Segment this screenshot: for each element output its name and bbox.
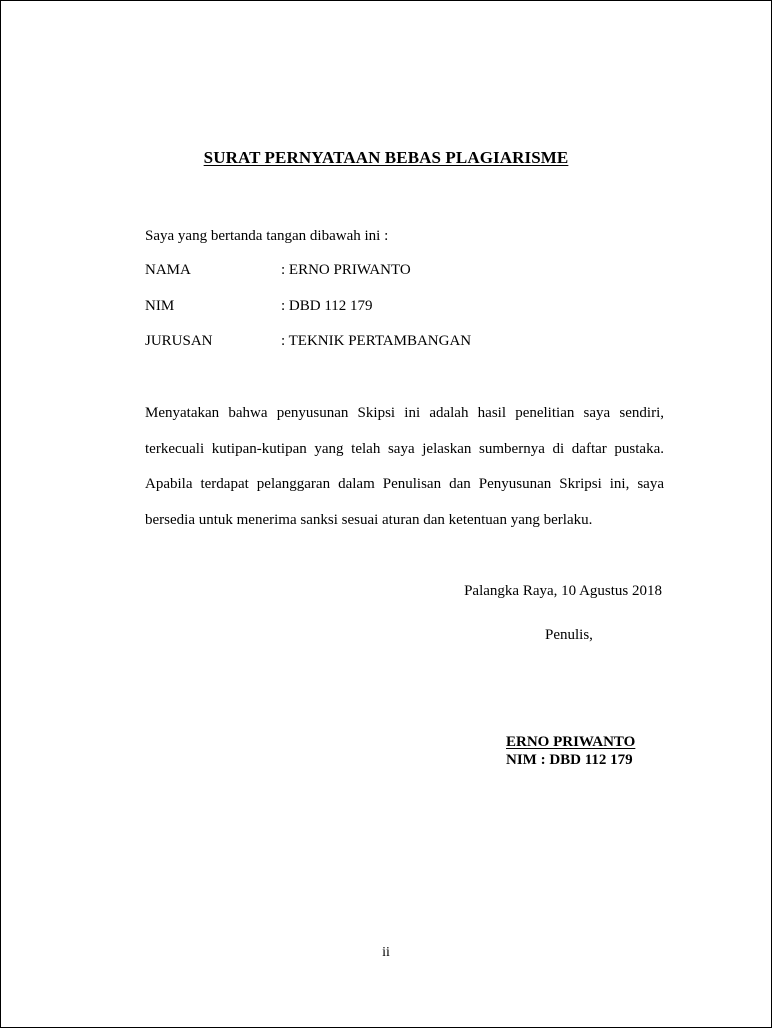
field-label-nim: NIM	[145, 298, 175, 314]
field-value-nim: : DBD 112 179	[281, 298, 373, 314]
place-date: Palangka Raya, 10 Agustus 2018	[464, 583, 662, 599]
intro-text: Saya yang bertanda tangan dibawah ini :	[145, 228, 389, 244]
field-label-nama: NAMA	[145, 262, 191, 278]
writer-label: Penulis,	[545, 627, 593, 643]
signer-nim: NIM : DBD 112 179	[506, 752, 633, 768]
statement-line: terkecuali kutipan-kutipan yang telah saya jelaskan sumbernya di daftar pustaka.	[145, 440, 664, 457]
statement-line: Apabila terdapat pelanggaran dalam Penulisan dan Penyusunan Skripsi ini, saya	[145, 476, 664, 492]
document-title: SURAT PERNYATAAN BEBAS PLAGIARISME	[203, 148, 569, 167]
field-value-nama: : ERNO PRIWANTO	[281, 262, 411, 278]
field-value-jurusan: : TEKNIK PERTAMBANGAN	[281, 333, 472, 349]
statement-paragraph	[145, 405, 664, 547]
page-number: ii	[382, 945, 390, 960]
signer-name: ERNO PRIWANTO	[506, 734, 636, 750]
statement-line: bersedia untuk menerima sanksi sesuai aturan dan ketentuan yang berlaku.	[145, 511, 593, 528]
field-label-jurusan: JURUSAN	[145, 333, 213, 349]
statement-line: Menyatakan bahwa penyusunan Skipsi ini adalah hasil penelitian saya sendiri,	[145, 405, 664, 421]
